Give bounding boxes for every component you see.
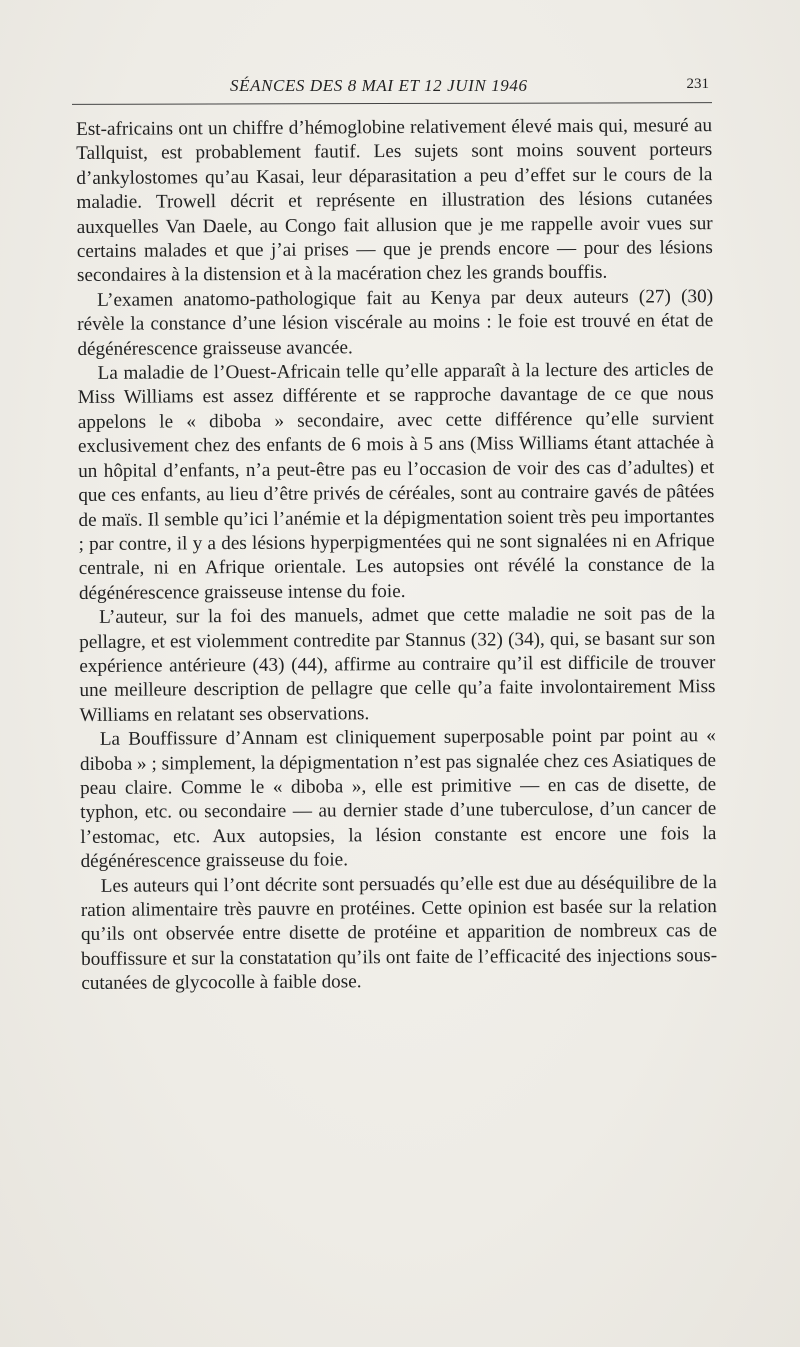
running-title: SÉANCES DES 8 MAI ET 12 JUIN 1946 <box>230 76 528 95</box>
paragraph-6: Les auteurs qui l’ont décrite sont persuadés qu’elle est due au déséquilibre de la ration alimentaire très pauvre en protéines. Cette opinion est basée sur la relation qu’ils ont observée entre disette de protéine et apparition de nombreux cas de bouffissure et sur la constatation qu’ils ont faite de l’efficacité des injections sous-cutanées de glycocolle à faible dose. <box>80 871 718 995</box>
paragraph-2: L’examen anatomo-pathologique fait au Kenya par deux auteurs (27) (30) révèle la constance d’une lésion viscérale au moins : le foie est trouvé en état de dégénérescence graisseuse avancée. <box>77 285 714 360</box>
paragraph-4: L’auteur, sur la foi des manuels, admet que cette maladie ne soit pas de la pellagre, et est violemment contredite par Stannus (32) (34), qui, se basant sur son expérience antérieure (43) (44), affirme au contraire qu’il est difficile de trouver une meilleure description de pellagre que celle qu’a faite involontairement Miss Williams en relatant ses observations. <box>79 603 716 726</box>
page-number: 231 <box>686 76 709 92</box>
paragraph-5: La Bouffissure d’Annam est cliniquement superposable point par point au « diboba » ; simplement, la dépigmentation n’est pas signalée chez ces Asiatiques de peau claire. Comme le « diboba », elle est primitive — en cas de disette, de typhon, etc. ou secondaire — au dernier stade d’une tuberculose, d’un cancer de l’estomac, etc. Aux autopsies, la lésion constante est encore une fois la dégénérescence graisseuse du foie. <box>79 725 717 873</box>
paragraph-3: La maladie de l’Ouest-Africain telle qu’elle apparaît à la lecture des articles de Miss Williams est assez différente et se rapproche davantage de ce que nous appelons le « diboba » secondaire, avec cette différence qu’elle survient exclusivement chez des enfants de 6 mois à 5 ans (Miss Williams étant attachée à un hôpital d’enfants, n’a peut-être pas eu l’occasion de voir des cas d’adultes) et que ces enfants, au lieu d’être privés de céréales, sont au contraire gavés de pâtées de maïs. Il semble qu’ici l’anémie et la dépigmentation soient très peu importantes ; par contre, il y a des lésions hyperpigmentées qui ne sont signalées ni en Afrique centrale, ni en Afrique orientale. Les autopsies ont révélé la constance de la dégénérescence graisseuse intense du foie. <box>77 359 715 604</box>
body-text <box>76 114 717 996</box>
header-rule <box>72 102 712 105</box>
running-head <box>75 76 715 100</box>
paragraph-1: Est-africains ont un chiffre d’hémoglobine relativement élevé mais qui, mesuré au Tallquist, est probablement fautif. Les sujets sont moins souvent porteurs d’ankylostomes qu’au Kasai, leur déparasitation a peu d’effet sur le cours de la maladie. Trowell décrit et représente en illustration des lésions cutanées auxquelles Van Daele, au Congo fait allusion que je me rappelle avoir vues sur certains malades et que j’ai prises — que je prends encore — pour des lésions secondaires à la distension et à la macération chez les grands bouffis. <box>76 115 713 287</box>
